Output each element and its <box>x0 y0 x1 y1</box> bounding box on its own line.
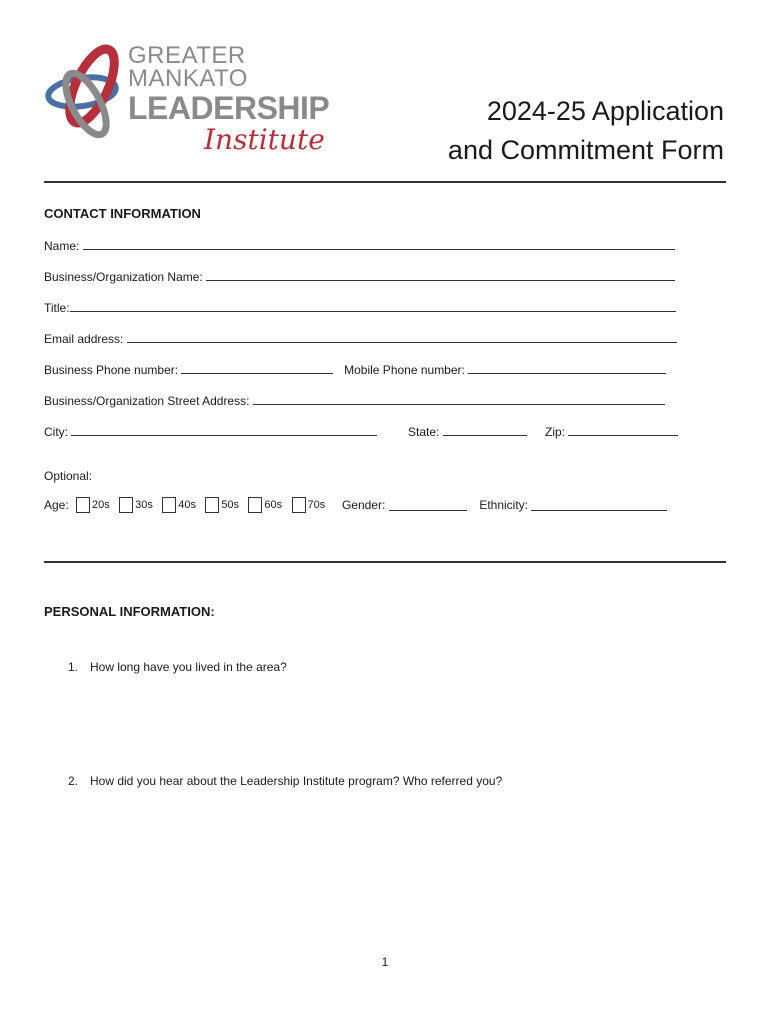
question-1-text: How long have you lived in the area? <box>90 660 287 674</box>
org-field[interactable] <box>206 269 675 281</box>
zip-label: Zip: <box>545 425 566 439</box>
gender-label: Gender: <box>341 498 386 512</box>
question-1 <box>68 660 287 674</box>
gender-field[interactable] <box>389 499 467 511</box>
street-field-row <box>44 393 665 408</box>
logo-rings-icon <box>44 44 134 154</box>
city-field[interactable] <box>71 424 377 436</box>
age-60s-label: 60s <box>264 499 283 511</box>
age-50s-checkbox[interactable] <box>205 497 219 513</box>
logo-text-mankato: MANKATO <box>128 65 248 92</box>
street-field[interactable] <box>253 393 665 405</box>
question-2-number: 2. <box>68 774 79 788</box>
age-label: Age: <box>44 498 69 512</box>
middle-divider <box>44 561 726 563</box>
optional-label: Optional: <box>44 469 93 483</box>
age-30s-checkbox[interactable] <box>119 497 133 513</box>
email-field-row <box>44 331 677 346</box>
question-1-number: 1. <box>68 660 79 674</box>
age-70s-checkbox[interactable] <box>292 497 306 513</box>
page-number: 1 <box>381 955 389 969</box>
logo <box>44 44 344 164</box>
age-row <box>44 497 667 513</box>
logo-text-institute: Institute <box>204 123 325 156</box>
org-label: Business/Organization Name: <box>44 270 203 284</box>
age-30s-label: 30s <box>135 499 153 511</box>
question-2-text: How did you hear about the Leadership Institute program? Who referred you? <box>90 774 503 788</box>
state-field-row <box>408 424 527 439</box>
city-field-row <box>44 424 377 439</box>
contact-heading: CONTACT INFORMATION <box>44 206 201 221</box>
age-40s-checkbox[interactable] <box>162 497 176 513</box>
title-field-row <box>44 300 676 315</box>
logo-text-leadership: LEADERSHIP <box>128 90 330 126</box>
top-divider <box>44 181 726 183</box>
title-label: Title: <box>44 301 70 315</box>
email-label: Email address: <box>44 332 124 346</box>
mobile-phone-label: Mobile Phone number: <box>344 363 465 377</box>
title-field[interactable] <box>70 300 676 312</box>
business-phone-label: Business Phone number: <box>44 363 179 377</box>
zip-field-row <box>545 424 678 439</box>
personal-heading: PERSONAL INFORMATION: <box>44 604 215 619</box>
age-70s-label: 70s <box>307 499 326 511</box>
state-field[interactable] <box>443 424 527 436</box>
age-60s-checkbox[interactable] <box>248 497 262 513</box>
phone-field-row <box>44 362 666 377</box>
zip-field[interactable] <box>568 424 678 436</box>
ethnicity-field[interactable] <box>531 499 667 511</box>
logo-text-greater: GREATER <box>128 42 246 69</box>
org-field-row <box>44 269 675 284</box>
form-title <box>448 92 724 170</box>
city-label: City: <box>44 425 68 439</box>
state-label: State: <box>408 425 440 439</box>
age-40s-label: 40s <box>178 499 196 511</box>
age-50s-label: 50s <box>221 499 240 511</box>
ethnicity-label: Ethnicity: <box>479 498 529 512</box>
name-field-row <box>44 238 675 253</box>
age-20s-checkbox[interactable] <box>76 497 90 513</box>
name-field[interactable] <box>83 238 675 250</box>
age-20s-label: 20s <box>92 499 110 511</box>
form-title-line2: and Commitment Form <box>447 135 724 165</box>
name-label: Name: <box>44 239 80 253</box>
business-phone-field[interactable] <box>181 362 333 374</box>
question-2 <box>68 774 502 788</box>
email-field[interactable] <box>127 331 677 343</box>
street-label: Business/Organization Street Address: <box>44 394 250 408</box>
mobile-phone-field[interactable] <box>468 362 666 374</box>
form-title-line1: 2024-25 Application <box>486 96 724 126</box>
